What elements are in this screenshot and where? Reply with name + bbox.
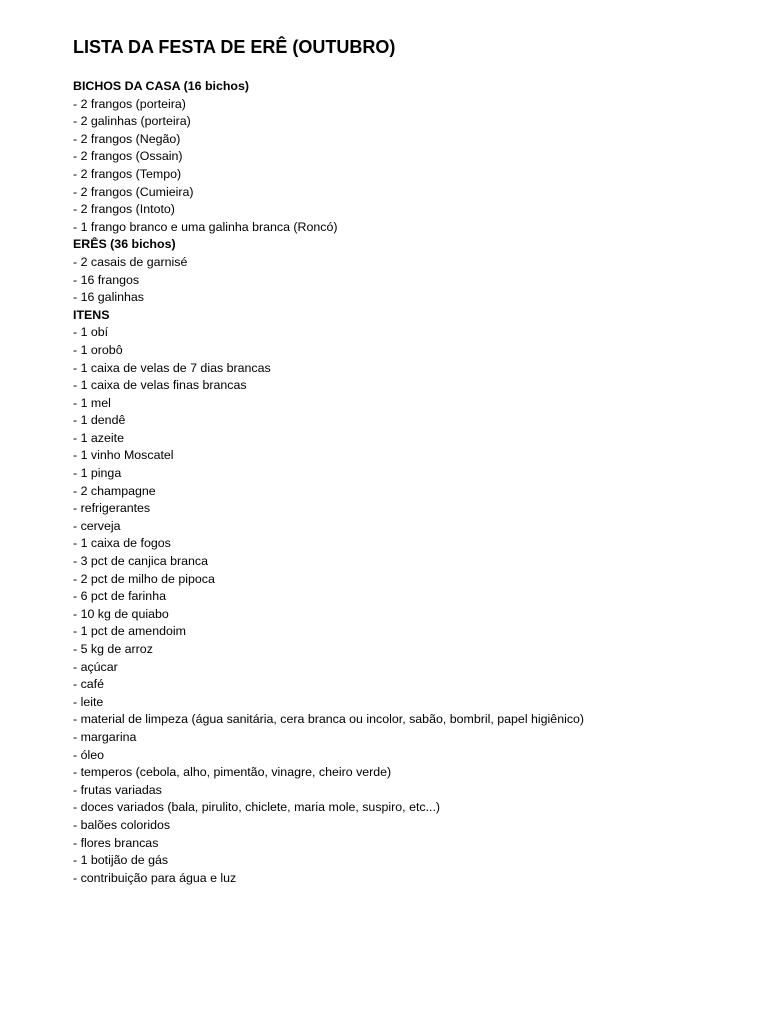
section-eres xyxy=(73,236,753,306)
list-item: - material de limpeza (água sanitária, cera branca ou incolor, sabão, bombril, papel higiênico) xyxy=(73,712,585,727)
list-item: - flores brancas xyxy=(73,835,159,850)
list-item: - 16 galinhas xyxy=(73,290,144,305)
list-item: - açúcar xyxy=(73,659,118,674)
section-bichos-da-casa xyxy=(73,78,753,236)
list-item: - 1 vinho Moscatel xyxy=(73,448,174,463)
list-item: - balões coloridos xyxy=(73,817,171,832)
list-item: - 1 caixa de velas finas brancas xyxy=(73,378,247,393)
list-item: - contribuição para água e luz xyxy=(73,870,237,885)
list-item: - doces variados (bala, pirulito, chiclete, maria mole, suspiro, etc...) xyxy=(73,800,441,815)
list-item: - margarina xyxy=(73,729,137,744)
list-item: - leite xyxy=(73,694,104,709)
list-item: - 1 botijão de gás xyxy=(73,853,169,868)
list-item: - 6 pct de farinha xyxy=(73,589,166,604)
list-item: - 1 pct de amendoim xyxy=(73,624,186,639)
list-item: - refrigerantes xyxy=(73,501,151,516)
section-itens xyxy=(73,307,753,888)
list-item: - 3 pct de canjica branca xyxy=(73,554,208,569)
section-heading: ITENS xyxy=(73,307,110,322)
list-item: - 2 galinhas (porteira) xyxy=(73,114,191,129)
document-title: LISTA DA FESTA DE ERÊ (OUTUBRO) xyxy=(73,37,396,57)
document-page xyxy=(73,36,753,887)
list-item: - 1 azeite xyxy=(73,430,124,445)
list-item: - temperos (cebola, alho, pimentão, vinagre, cheiro verde) xyxy=(73,765,392,780)
list-item: - 1 mel xyxy=(73,395,111,410)
list-item: - 1 pinga xyxy=(73,466,122,481)
list-item: - 5 kg de arroz xyxy=(73,642,153,656)
item-list xyxy=(73,324,753,887)
list-item: - óleo xyxy=(73,747,104,762)
list-item: - 1 orobô xyxy=(73,342,123,357)
item-list xyxy=(73,254,753,307)
list-item: - 2 champagne xyxy=(73,483,156,498)
list-item: - 2 frangos (Negão) xyxy=(73,131,181,146)
list-item: - 2 casais de garnisé xyxy=(73,254,188,269)
list-item: - café xyxy=(73,677,104,692)
list-item: - 2 frangos (Tempo) xyxy=(73,166,182,181)
list-item: - 1 obí xyxy=(73,325,109,340)
list-item: - frutas variadas xyxy=(73,782,162,797)
list-item: - 1 frango branco e uma galinha branca (Roncó) xyxy=(73,219,338,234)
list-item: - 1 dendê xyxy=(73,413,126,428)
list-item: - 2 frangos (Cumieira) xyxy=(73,184,194,199)
list-item: - 2 pct de milho de pipoca xyxy=(73,571,215,586)
list-item: - 10 kg de quiabo xyxy=(73,606,169,621)
list-item: - 16 frangos xyxy=(73,272,140,287)
section-heading: BICHOS DA CASA (16 bichos) xyxy=(73,79,250,93)
list-item: - 2 frangos (Intoto) xyxy=(73,202,175,217)
list-item: - 2 frangos (porteira) xyxy=(73,96,186,111)
list-item: - 2 frangos (Ossain) xyxy=(73,149,183,164)
list-item: - 1 caixa de velas de 7 dias brancas xyxy=(73,360,271,375)
section-heading: ERÊS (36 bichos) xyxy=(73,237,176,252)
list-item: - 1 caixa de fogos xyxy=(73,536,171,551)
list-item: - cerveja xyxy=(73,518,121,533)
item-list xyxy=(73,96,753,237)
